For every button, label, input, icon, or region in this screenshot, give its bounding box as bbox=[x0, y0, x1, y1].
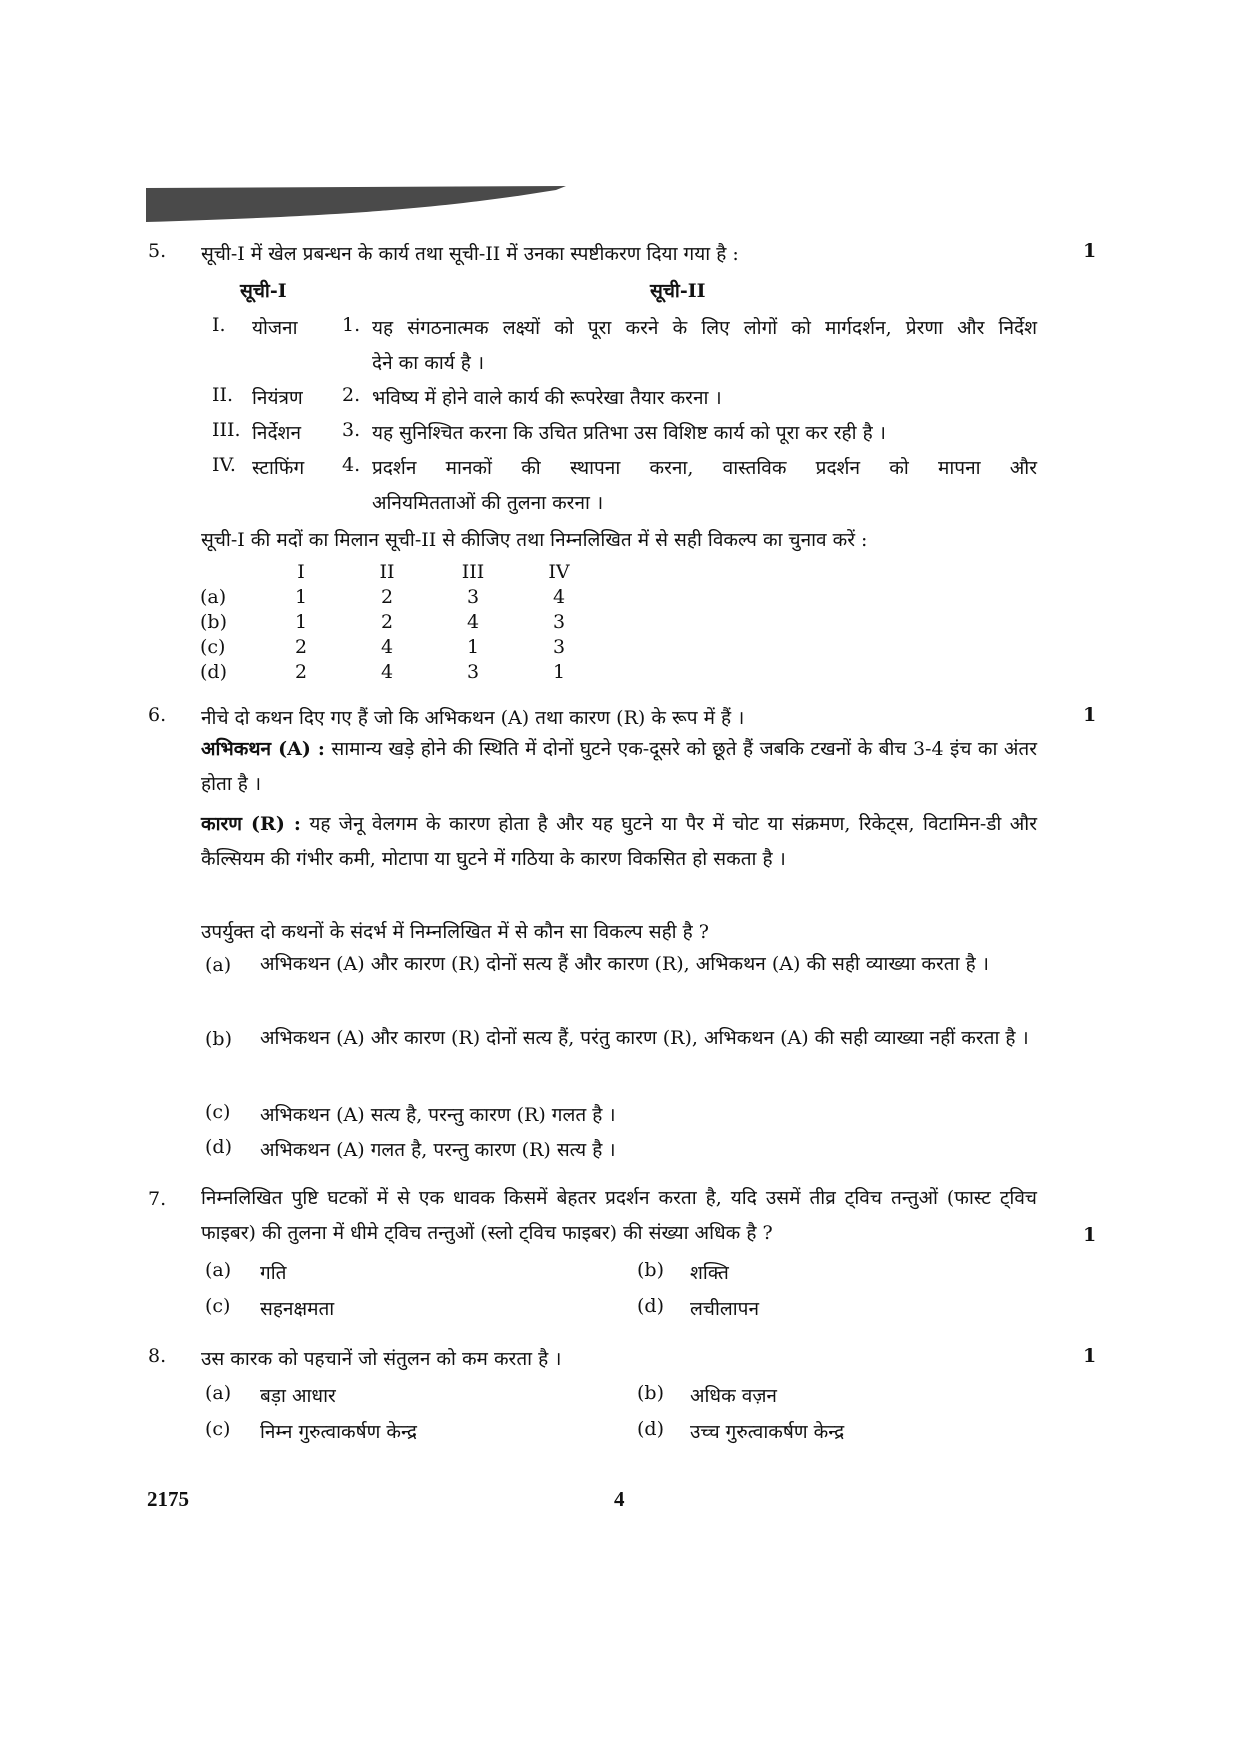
reason bbox=[201, 807, 1037, 877]
roman-label: IV. bbox=[212, 454, 236, 476]
option-label: (c) bbox=[205, 1295, 231, 1317]
option-text: लचीलापन bbox=[690, 1298, 760, 1320]
option-text: अभिकथन (A) सत्य है, परन्तु कारण (R) गलत है । bbox=[260, 1104, 616, 1126]
list-2-heading: सूची-II bbox=[650, 280, 706, 302]
term: निर्देशन bbox=[252, 422, 302, 444]
option-text: अभिकथन (A) और कारण (R) दोनों सत्य हैं, परंतु कारण (R), अभिकथन (A) की सही व्याख्या नहीं करता है । bbox=[260, 1027, 1029, 1049]
marks: 1 bbox=[1083, 240, 1097, 262]
cell: 4 bbox=[552, 586, 566, 608]
column-header: II bbox=[379, 561, 395, 583]
term: नियंत्रण bbox=[252, 387, 303, 409]
cell: 2 bbox=[294, 661, 308, 683]
table-row bbox=[200, 660, 602, 685]
cell: 1 bbox=[466, 636, 480, 658]
table-row bbox=[200, 610, 602, 635]
question-number: 5. bbox=[148, 240, 167, 262]
cell: 2 bbox=[380, 611, 394, 633]
table-row bbox=[200, 585, 602, 610]
roman-label: III. bbox=[212, 419, 241, 441]
table-row bbox=[200, 635, 602, 660]
question-stem: निम्नलिखित पुष्टि घटकों में से एक धावक किसमें बेहतर प्रदर्शन करता है, यदि उसमें तीव्र ट्विच तन्तुओं (फास्ट ट्विच फाइबर) की तुलना में धीमे ट्विच तन्तुओं (स्लो ट्विच फाइबर) की संख्या अधिक है ? bbox=[201, 1187, 1037, 1244]
option-label: (a) bbox=[205, 1259, 232, 1281]
option-text: गति bbox=[260, 1262, 287, 1284]
option-label: (a) bbox=[205, 1382, 232, 1404]
option-text: अधिक वज़न bbox=[690, 1385, 777, 1407]
option-text: सहनक्षमता bbox=[260, 1298, 335, 1320]
cell: 4 bbox=[380, 661, 394, 683]
item-line: भविष्य में होने वाले कार्य की रूपरेखा तैयार करना । bbox=[372, 387, 722, 409]
option-text: शक्ति bbox=[690, 1262, 729, 1284]
term: स्टाफिंग bbox=[252, 457, 305, 479]
option-label: (b) bbox=[205, 1028, 232, 1050]
marks: 1 bbox=[1083, 1224, 1097, 1246]
question-number: 6. bbox=[148, 704, 167, 726]
question-number: 8. bbox=[148, 1345, 167, 1367]
header-bar bbox=[146, 186, 566, 224]
option-label: (b) bbox=[637, 1382, 664, 1404]
option-label: (a) bbox=[200, 586, 227, 608]
cell: 3 bbox=[552, 636, 566, 658]
answer-options-table bbox=[200, 560, 602, 685]
column-header: I bbox=[297, 561, 305, 583]
question-number: 7. bbox=[148, 1188, 167, 1210]
cell: 4 bbox=[380, 636, 394, 658]
assertion bbox=[201, 732, 1037, 802]
assertion-text: सामान्य खड़े होने की स्थिति में दोनों घुटने एक-दूसरे को छूते हैं जबकि टखनों के बीच 3-4 इंच का अंतर होता है । bbox=[201, 738, 1037, 795]
option-text: अभिकथन (A) गलत है, परन्तु कारण (R) सत्य है । bbox=[260, 1139, 616, 1161]
marks: 1 bbox=[1083, 1345, 1097, 1367]
item-line: यह संगठनात्मक लक्ष्यों को पूरा करने के लिए लोगों को मार्गदर्शन, प्रेरणा और निर्देश bbox=[372, 317, 1037, 339]
list-1-heading: सूची-I bbox=[240, 280, 287, 302]
question-prompt: उपर्युक्त दो कथनों के संदर्भ में निम्नलिखित में से कौन सा विकल्प सही है ? bbox=[201, 921, 709, 943]
option-label: (c) bbox=[200, 636, 226, 658]
cell: 3 bbox=[466, 661, 480, 683]
term: योजना bbox=[252, 317, 298, 339]
option-label: (d) bbox=[205, 1136, 232, 1158]
option-label: (b) bbox=[637, 1259, 664, 1281]
table-header-row bbox=[200, 560, 602, 585]
option-label: (b) bbox=[200, 611, 227, 633]
question-stem: नीचे दो कथन दिए गए हैं जो कि अभिकथन (A) तथा कारण (R) के रूप में हैं । bbox=[201, 707, 745, 729]
cell: 3 bbox=[466, 586, 480, 608]
cell: 2 bbox=[380, 586, 394, 608]
page-number: 4 bbox=[614, 1487, 625, 1511]
question-stem: उस कारक को पहचानें जो संतुलन को कम करता है । bbox=[201, 1348, 562, 1370]
column-header: III bbox=[461, 561, 485, 583]
question-stem: सूची-I में खेल प्रबन्धन के कार्य तथा सूची-II में उनका स्पष्टीकरण दिया गया है : bbox=[201, 243, 739, 265]
item-number: 4. bbox=[342, 454, 361, 476]
item-line: अनियमितताओं की तुलना करना । bbox=[372, 492, 604, 514]
cell: 1 bbox=[552, 661, 566, 683]
reason-text: यह जेनू वेलगम के कारण होता है और यह घुटने या पैर में चोट या संक्रमण, रिकेट्स, विटामिन-डी और कैल्सियम की गंभीर कमी, मोटापा या घुटने में गठिया के कारण विकसित हो सकता है । bbox=[201, 813, 1037, 870]
option-label: (c) bbox=[205, 1101, 231, 1123]
option-label: (d) bbox=[637, 1295, 664, 1317]
option-text: निम्न गुरुत्वाकर्षण केन्द्र bbox=[260, 1421, 417, 1443]
item-line: देने का कार्य है । bbox=[372, 352, 485, 374]
item-number: 2. bbox=[342, 384, 361, 406]
item-line: यह सुनिश्चित करना कि उचित प्रतिभा उस विशिष्ट कार्य को पूरा कर रही है । bbox=[372, 422, 886, 444]
option-label: (d) bbox=[637, 1418, 664, 1440]
column-header: IV bbox=[548, 561, 570, 583]
marks: 1 bbox=[1083, 704, 1097, 726]
option-text: बड़ा आधार bbox=[260, 1385, 336, 1407]
cell: 4 bbox=[466, 611, 480, 633]
option-label: (a) bbox=[205, 954, 232, 976]
option-label: (d) bbox=[200, 661, 227, 683]
instruction: सूची-I की मदों का मिलान सूची-II से कीजिए तथा निम्नलिखित में से सही विकल्प का चुनाव करें : bbox=[201, 529, 868, 551]
option-text: अभिकथन (A) और कारण (R) दोनों सत्य हैं और कारण (R), अभिकथन (A) की सही व्याख्या करता है । bbox=[260, 953, 989, 975]
option-label: (c) bbox=[205, 1418, 231, 1440]
option-text: उच्च गुरुत्वाकर्षण केन्द्र bbox=[690, 1421, 845, 1443]
item-number: 3. bbox=[342, 419, 361, 441]
item-line: प्रदर्शन मानकों की स्थापना करना, वास्तविक प्रदर्शन को मापना और bbox=[372, 457, 1037, 479]
roman-label: II. bbox=[212, 384, 234, 406]
assertion-label: अभिकथन (A) : bbox=[201, 738, 325, 760]
cell: 2 bbox=[294, 636, 308, 658]
cell: 1 bbox=[294, 611, 308, 633]
cell: 3 bbox=[552, 611, 566, 633]
item-number: 1. bbox=[342, 314, 361, 336]
cell: 1 bbox=[294, 586, 308, 608]
paper-code: 2175 bbox=[147, 1487, 189, 1511]
roman-label: I. bbox=[212, 314, 226, 336]
reason-label: कारण (R) : bbox=[201, 813, 301, 835]
